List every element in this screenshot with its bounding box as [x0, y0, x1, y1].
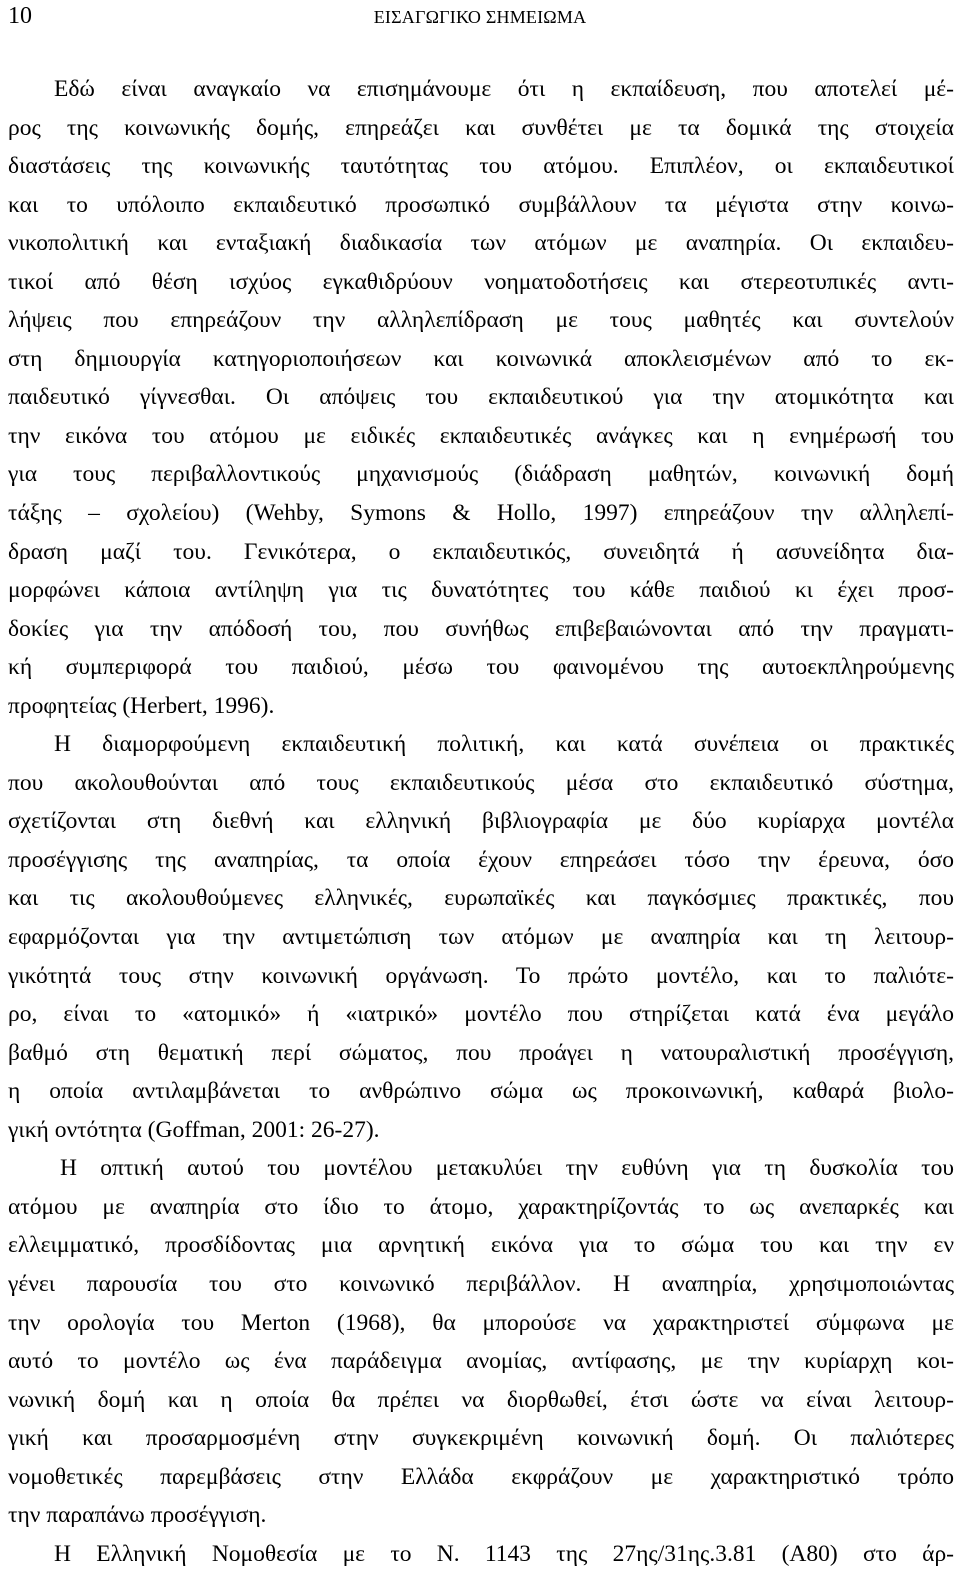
text-line: μορφώνει κάποια αντίληψη για τις δυνατότητες του κάθε παιδιού κι έχει προσ-: [8, 577, 954, 604]
text-line: στη δημιουργία κατηγοριοποιήσεων και κοινωνικά αποκλεισμένων από το εκ-: [8, 345, 954, 372]
text-line: διαστάσεις της κοινωνικής ταυτότητας του ατόμου. Επιπλέον, οι εκπαιδευτικοί: [8, 153, 954, 180]
text-line: Η Ελληνική Νομοθεσία με το Ν. 1143 της 27ης/31ης.3.81 (Α80) στο άρ-: [54, 1540, 954, 1567]
text-line: κή συμπεριφορά του παιδιού, μέσω του φαινομένου της αυτοεκπληρούμενης: [8, 654, 954, 681]
text-line: ελλειμματικό, προσδίδοντας μια αρνητική εικόνα για το σώμα του και την εν: [8, 1232, 954, 1259]
body-text: [8, 70, 954, 1573]
text-line: παιδευτικό γίγνεσθαι. Οι απόψεις του εκπαιδευτικού για την ατομικότητα και: [8, 384, 954, 411]
text-line: νομοθετικές παρεμβάσεις στην Ελλάδα εκφράζουν με χαρακτηριστικό τρόπο: [8, 1463, 954, 1490]
text-line: ατόμου με αναπηρία στο ίδιο το άτομο, χαρακτηρίζοντάς το ως ανεπαρκές και: [8, 1193, 954, 1220]
text-line: την ορολογία του Merton (1968), θα μπορούσε να χαρακτηριστεί σύμφωνα με: [8, 1309, 954, 1336]
text-line: γένει παρουσία του στο κοινωνικό περιβάλλον. Η αναπηρία, χρησιμοποιώντας: [8, 1270, 954, 1297]
text-line: ρος της κοινωνικής δομής, επηρεάζει και συνθέτει με τα δομικά της στοιχεία: [8, 114, 954, 141]
text-line: ρο, είναι το «ατομικό» ή «ιατρικό» μοντέλο που στηρίζεται κατά ένα μεγάλο: [8, 1001, 954, 1028]
text-line: γική και προσαρμοσμένη στην συγκεκριμένη κοινωνική δομή. Οι παλιότερες: [8, 1425, 954, 1452]
text-line: νωνική δομή και η οποία θα πρέπει να διορθωθεί, έτσι ώστε να είναι λειτουρ-: [8, 1386, 954, 1413]
text-line: τάξης – σχολείου) (Wehby, Symons & Hollo, 1997) επηρεάζουν την αλληλεπί-: [8, 500, 954, 527]
text-line: σχετίζονται στη διεθνή και ελληνική βιβλιογραφία με δύο κυρίαρχα μοντέλα: [8, 808, 954, 835]
text-line: νικοπολιτική και ενταξιακή διαδικασία των ατόμων με αναπηρία. Οι εκπαιδευ-: [8, 230, 954, 257]
text-line: Εδώ είναι αναγκαίο να επισημάνουμε ότι η εκπαίδευση, που αποτελεί μέ-: [54, 76, 954, 102]
text-line: για τους περιβαλλοντικούς μηχανισμούς (διάδραση μαθητών, κοινωνική δομή: [8, 461, 954, 488]
text-line: και τις ακολουθούμενες ελληνικές, ευρωπαϊκές και παγκόσμιες πρακτικές, που: [8, 885, 954, 912]
text-line: βαθμό στη θεματική περί σώματος, που προάγει η νατουραλιστική προσέγγιση,: [8, 1039, 954, 1066]
text-line: δοκίες για την απόδοσή του, που συνήθως επιβεβαιώνονται από την πραγματι-: [8, 615, 954, 642]
text-line: η οποία αντιλαμβάνεται το ανθρώπινο σώμα ως προκοινωνική, καθαρά βιολο-: [8, 1078, 954, 1105]
text-line: και το υπόλοιπο εκπαιδευτικό προσωπικό συμβάλλουν τα μέγιστα στην κοινω-: [8, 191, 954, 218]
page-header: [0, 0, 960, 40]
text-line: προφητείας (Herbert, 1996).: [8, 692, 275, 719]
text-line: γική οντότητα (Goffman, 2001: 26-27).: [8, 1116, 380, 1143]
text-line: την παραπάνω προσέγγιση.: [8, 1502, 267, 1529]
text-line: την εικόνα του ατόμου με ειδικές εκπαιδευτικές ανάγκες και η ενημέρωσή του: [8, 422, 954, 449]
running-head: ΕΙΣΑΓΩΓΙΚΟ ΣΗΜΕΙΩΜΑ: [373, 7, 587, 27]
text-line: εφαρμόζονται για την αντιμετώπιση των ατόμων με αναπηρία και τη λειτουρ-: [8, 924, 954, 951]
page-number: 10: [8, 3, 32, 29]
text-line: Η διαμορφούμενη εκπαιδευτική πολιτική, και κατά συνέπεια οι πρακτικές: [54, 731, 954, 758]
text-line: που ακολουθούνται από τους εκπαιδευτικούς μέσα στο εκπαιδευτικό σύστημα,: [8, 769, 954, 796]
text-line: δραση μαζί του. Γενικότερα, ο εκπαιδευτικός, συνειδητά ή ασυνείδητα δια-: [8, 538, 954, 565]
text-line: αυτό το μοντέλο ως ένα παράδειγμα ανομίας, αντίφασης, με την κυρίαρχη κοι-: [8, 1348, 954, 1375]
text-line: προσέγγισης της αναπηρίας, τα οποία έχουν επηρεάσει τόσο την έρευνα, όσο: [8, 846, 954, 873]
text-line: λήψεις που επηρεάζουν την αλληλεπίδραση με τους μαθητές και συντελούν: [8, 307, 954, 334]
text-line: Η οπτική αυτού του μοντέλου μετακυλύει την ευθύνη για τη δυσκολία του: [60, 1155, 954, 1182]
text-line: τικοί από θέση ισχύος εγκαθιδρύουν νοηματοδοτήσεις και στερεοτυπικές αντι-: [8, 268, 954, 295]
text-line: γικότητά τους στην κοινωνική οργάνωση. Το πρώτο μοντέλο, και το παλιότε-: [8, 962, 954, 989]
